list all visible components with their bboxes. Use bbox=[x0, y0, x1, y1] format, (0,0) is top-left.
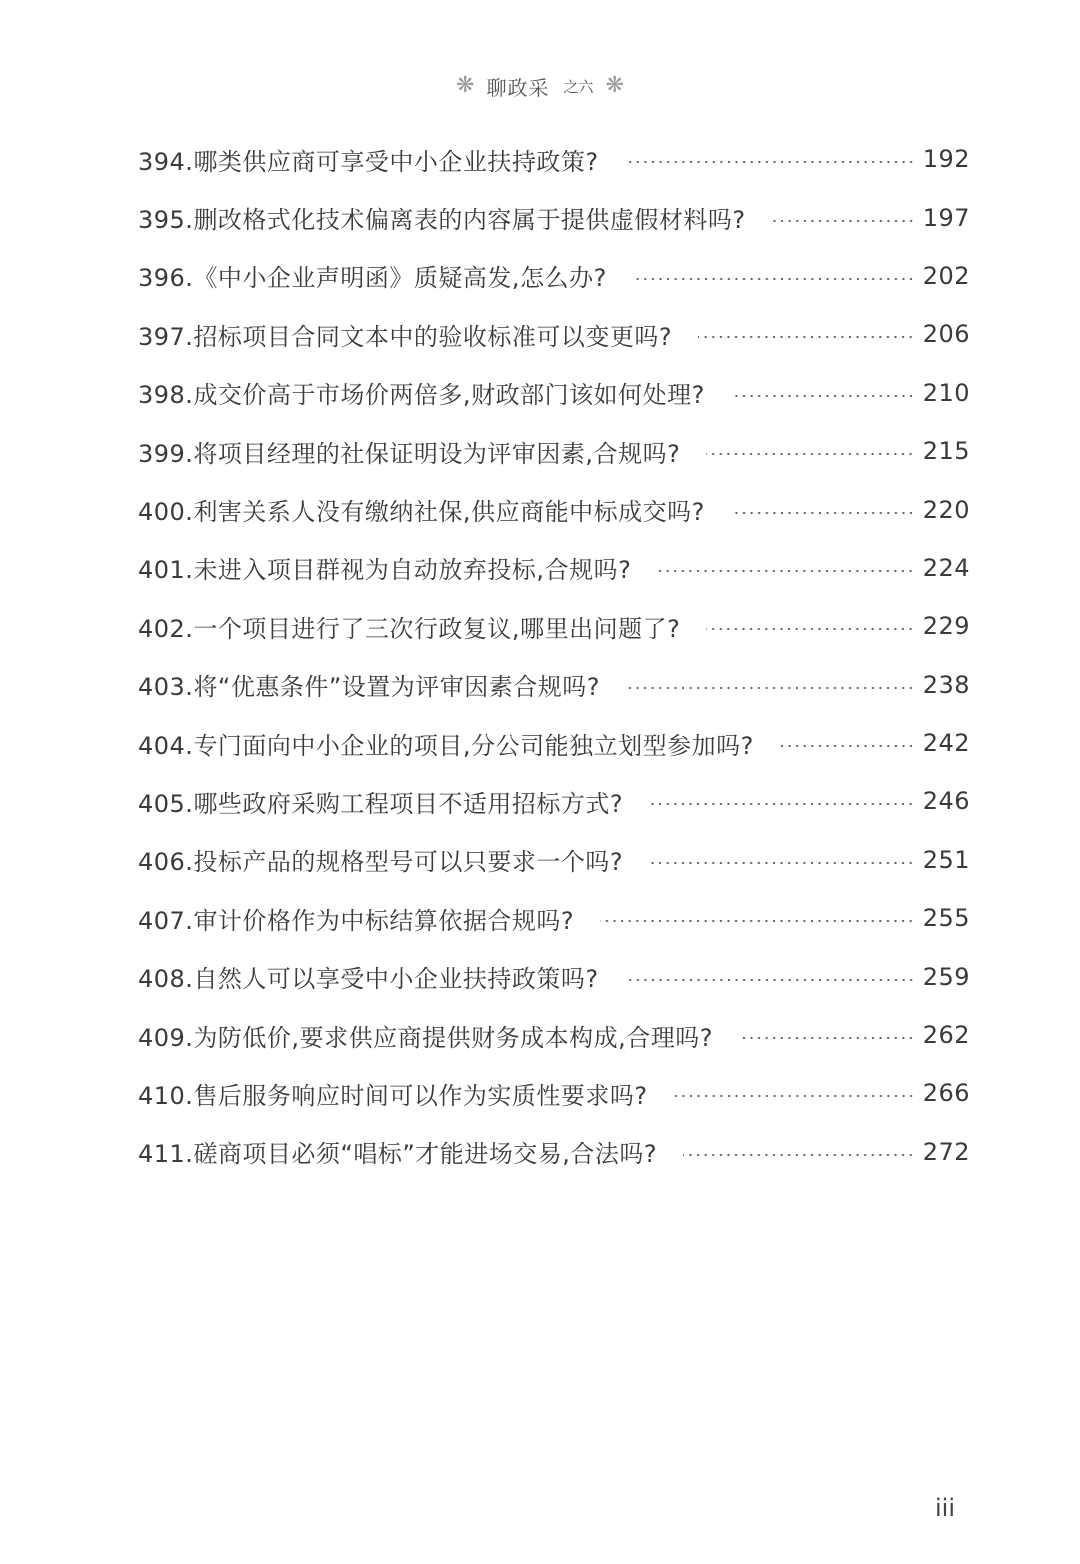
toc-entry-page: 202 bbox=[922, 261, 970, 290]
toc-entry-page: 197 bbox=[922, 203, 970, 232]
table-of-contents bbox=[138, 130, 970, 1181]
toc-entry-page: 238 bbox=[922, 670, 970, 699]
toc-entry-page: 255 bbox=[922, 904, 970, 933]
dot-leader bbox=[706, 453, 914, 455]
dot-leader bbox=[772, 220, 915, 222]
toc-entry-title: 398.成交价高于市场价两倍多,财政部门该如何处理? bbox=[138, 381, 705, 410]
toc-entry-title: 399.将项目经理的社保证明设为评审因素,合规吗? bbox=[138, 439, 681, 468]
dot-leader bbox=[625, 161, 915, 163]
dot-leader bbox=[698, 336, 915, 338]
dot-leader bbox=[780, 745, 915, 747]
dot-leader bbox=[674, 1095, 915, 1097]
toc-entry-page: 266 bbox=[922, 1079, 970, 1108]
toc-entry[interactable] bbox=[138, 305, 970, 363]
toc-entry[interactable] bbox=[138, 831, 970, 889]
toc-entry[interactable] bbox=[138, 947, 970, 1005]
toc-entry-title: 404.专门面向中小企业的项目,分公司能独立划型参加吗? bbox=[138, 731, 754, 760]
toc-entry-page: 229 bbox=[922, 612, 970, 641]
toc-entry[interactable] bbox=[138, 714, 970, 772]
toc-entry-title: 410.售后服务响应时间可以作为实质性要求吗? bbox=[138, 1081, 648, 1110]
toc-entry[interactable] bbox=[138, 247, 970, 305]
toc-entry-title: 409.为防低价,要求供应商提供财务成本构成,合理吗? bbox=[138, 1023, 713, 1052]
toc-entry[interactable] bbox=[138, 1006, 970, 1064]
toc-entry-title: 411.磋商项目必须“唱标”才能进场交易,合法吗? bbox=[138, 1140, 658, 1169]
toc-entry-page: 262 bbox=[922, 1021, 970, 1050]
dot-leader bbox=[731, 512, 915, 514]
toc-entry-title: 401.未进入项目群视为自动放弃投标,合规吗? bbox=[138, 556, 632, 585]
toc-entry-page: 220 bbox=[922, 495, 970, 524]
toc-entry-title: 408.自然人可以享受中小企业扶持政策吗? bbox=[138, 965, 599, 994]
flower-ornament-icon: ❋ bbox=[456, 73, 475, 98]
dot-leader bbox=[657, 570, 914, 572]
dot-leader bbox=[626, 687, 915, 689]
dot-leader bbox=[633, 278, 915, 280]
toc-entry-title: 403.将“优惠条件”设置为评审因素合规吗? bbox=[138, 673, 601, 702]
toc-entry-title: 402.一个项目进行了三次行政复议,哪里出问题了? bbox=[138, 614, 681, 643]
dot-leader bbox=[649, 803, 915, 805]
toc-entry[interactable] bbox=[138, 422, 970, 480]
toc-entry-page: 210 bbox=[922, 378, 970, 407]
flower-ornament-icon: ❋ bbox=[605, 73, 624, 98]
toc-entry-title: 405.哪些政府采购工程项目不适用招标方式? bbox=[138, 789, 624, 818]
toc-entry-page: 224 bbox=[922, 553, 970, 582]
toc-entry-title: 407.审计价格作为中标结算依据合规吗? bbox=[138, 906, 575, 935]
toc-entry[interactable] bbox=[138, 772, 970, 830]
toc-entry[interactable] bbox=[138, 1064, 970, 1122]
toc-entry[interactable] bbox=[138, 130, 970, 188]
toc-entry-page: 251 bbox=[922, 845, 970, 874]
toc-entry[interactable] bbox=[138, 539, 970, 597]
toc-entry[interactable] bbox=[138, 480, 970, 538]
dot-leader bbox=[625, 979, 915, 981]
dot-leader bbox=[706, 628, 914, 630]
toc-entry-page: 206 bbox=[922, 320, 970, 349]
volume-label: 之六 bbox=[563, 77, 594, 96]
toc-entry[interactable] bbox=[138, 188, 970, 246]
toc-entry[interactable] bbox=[138, 656, 970, 714]
toc-entry[interactable] bbox=[138, 889, 970, 947]
dot-leader bbox=[649, 862, 915, 864]
toc-entry[interactable] bbox=[138, 597, 970, 655]
toc-entry-page: 272 bbox=[922, 1137, 970, 1166]
toc-entry-title: 400.利害关系人没有缴纳社保,供应商能中标成交吗? bbox=[138, 498, 705, 527]
toc-entry[interactable] bbox=[138, 1123, 970, 1181]
toc-entry-page: 246 bbox=[922, 787, 970, 816]
toc-entry-title: 396.《中小企业声明函》质疑高发,怎么办? bbox=[138, 264, 607, 293]
book-title: 聊政采 bbox=[486, 75, 550, 100]
running-header bbox=[0, 66, 1080, 106]
toc-entry-page: 259 bbox=[922, 962, 970, 991]
toc-entry-title: 397.招标项目合同文本中的验收标准可以变更吗? bbox=[138, 322, 673, 351]
dot-leader bbox=[739, 1037, 915, 1039]
toc-entry-title: 394.哪类供应商可享受中小企业扶持政策? bbox=[138, 147, 599, 176]
dot-leader bbox=[731, 395, 915, 397]
toc-entry-page: 215 bbox=[922, 437, 970, 466]
toc-entry-page: 192 bbox=[922, 145, 970, 174]
dot-leader bbox=[600, 920, 915, 922]
toc-entry-title: 406.投标产品的规格型号可以只要求一个吗? bbox=[138, 848, 624, 877]
toc-entry-title: 395.删改格式化技术偏离表的内容属于提供虚假材料吗? bbox=[138, 206, 746, 235]
dot-leader bbox=[683, 1154, 915, 1156]
toc-entry-page: 242 bbox=[922, 729, 970, 758]
toc-entry[interactable] bbox=[138, 364, 970, 422]
page-number: iii bbox=[935, 1494, 956, 1522]
